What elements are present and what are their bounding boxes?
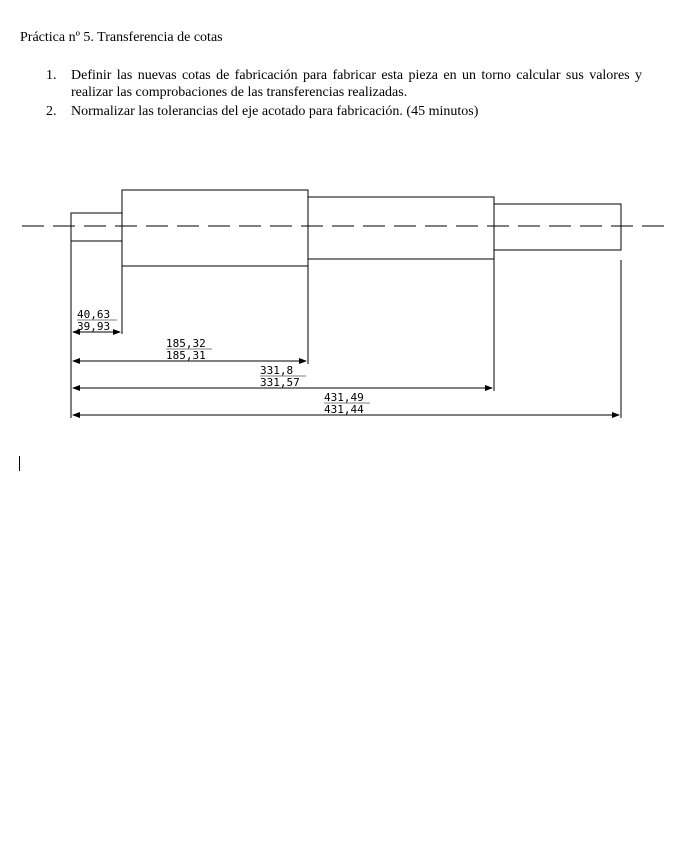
task-list: [46, 68, 642, 124]
list-item-text: Definir las nuevas cotas de fabricación para fabricar esta pieza en un torno calcular sus valores y realizar las comprobaciones de las transferencias realizadas.: [71, 68, 642, 100]
dimension-labels: [77, 308, 370, 416]
dimension-lower-label: 431,44: [324, 403, 364, 416]
text-cursor: [19, 456, 20, 471]
page-title: Práctica nº 5. Transferencia de cotas: [20, 30, 223, 45]
shaft-drawing: [0, 180, 687, 430]
dimension-lower-label: 331,57: [260, 376, 300, 389]
list-item-text: Normalizar las tolerancias del eje acotado para fabricación. (45 minutos): [71, 104, 479, 119]
shaft-segment-3: [308, 197, 494, 259]
dimension-upper-label: 431,49: [324, 391, 364, 404]
dimension-lower-label: 39,93: [77, 320, 111, 333]
dimension-lower-label: 185,31: [166, 349, 206, 362]
shaft-segment-1: [71, 213, 122, 241]
dimension-upper-label: 331,8: [260, 364, 294, 377]
list-item: [46, 68, 642, 101]
list-item-number: 1.: [46, 68, 57, 83]
dimension-upper-label: 40,63: [77, 308, 111, 321]
list-item: [46, 104, 642, 121]
dimension-upper-label: 185,32: [166, 337, 206, 350]
list-item-number: 2.: [46, 104, 57, 119]
shaft-outline: [71, 190, 621, 266]
shaft-segment-4: [494, 204, 621, 250]
shaft-segment-2: [122, 190, 308, 266]
